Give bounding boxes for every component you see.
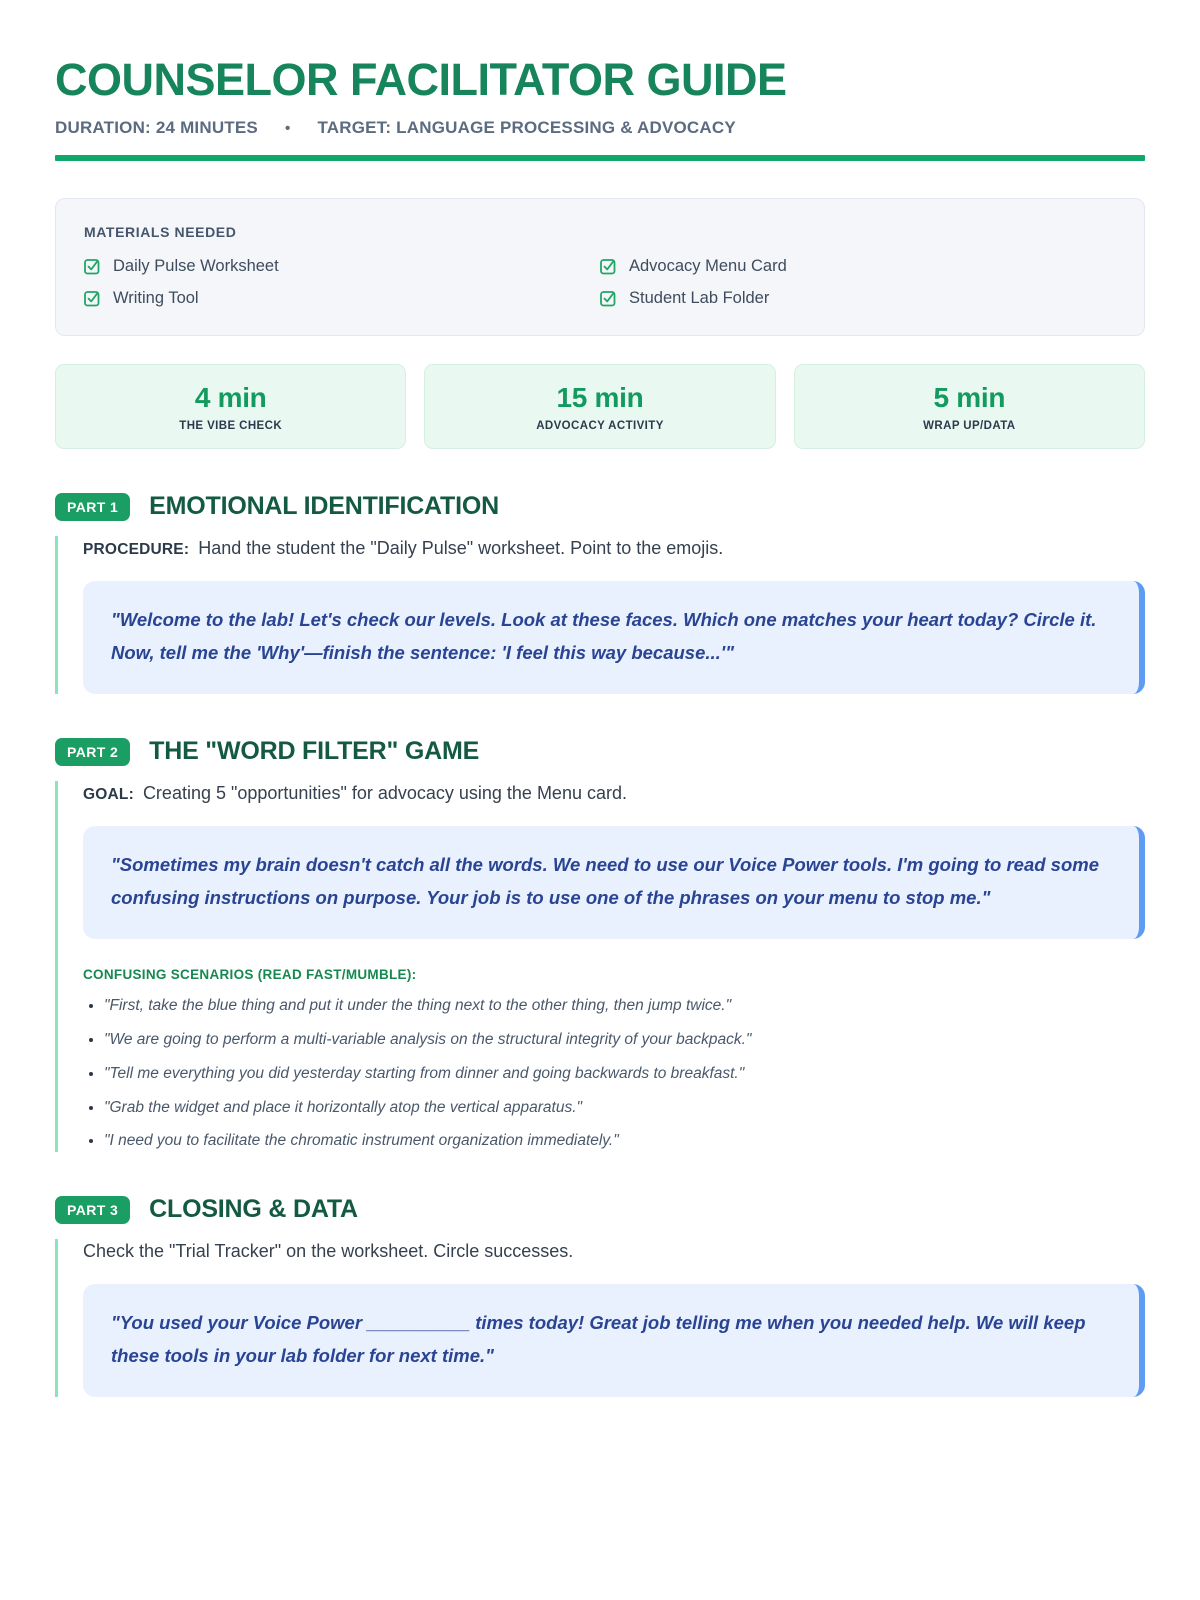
time-value: 15 min: [556, 382, 644, 414]
header-meta: [55, 118, 1145, 138]
scenario-item: • "I need you to facilitate the chromatic instrument organization immediately.": [104, 1131, 1145, 1152]
material-item-label: Writing Tool: [113, 289, 199, 308]
duration-text: DURATION: 24 MINUTES: [55, 118, 258, 138]
checked-checkbox-icon: [600, 290, 617, 307]
section-part-3: [55, 1195, 1145, 1396]
page-title: COUNSELOR FACILITATOR GUIDE: [55, 54, 787, 105]
section-header: [55, 492, 1145, 521]
target-text: TARGET: LANGUAGE PROCESSING & ADVOCACY: [317, 118, 736, 138]
separator-dot: •: [284, 119, 291, 137]
scenarios-heading: CONFUSING SCENARIOS (READ FAST/MUMBLE):: [83, 966, 417, 982]
timeline-row: [55, 364, 1145, 449]
checked-checkbox-icon: [600, 258, 617, 275]
procedure-line: [83, 536, 1145, 561]
section-header: [55, 737, 1145, 766]
material-item: [84, 257, 600, 276]
script-quote: "Sometimes my brain doesn't catch all the words. We need to use our Voice Power tools. I'm going to read some confusing instructions on purpose. Your job is to use one of the phrases on your menu to stop me.": [83, 826, 1145, 939]
materials-column-right: [600, 257, 1116, 308]
divider-rule: [55, 155, 1145, 161]
scenario-item: • "We are going to perform a multi-variable analysis on the structural integrity of your backpack.": [104, 1030, 1145, 1051]
materials-grid: [84, 257, 1116, 308]
goal-line: [83, 781, 1145, 806]
scenarios-list: [83, 996, 1145, 1153]
script-quote: "You used your Voice Power __________ times today! Great job telling me when you needed help. We will keep these tools in your lab folder for next time.": [83, 1284, 1145, 1397]
part-badge: PART 2: [55, 738, 130, 766]
procedure-text: Hand the student the "Daily Pulse" worksheet. Point to the emojis.: [198, 538, 724, 559]
procedure-label: PROCEDURE:: [83, 541, 190, 559]
materials-heading: MATERIALS NEEDED: [84, 224, 237, 241]
time-box-advocacy-activity: [424, 364, 775, 449]
scenario-item: • "Grab the widget and place it horizontally atop the vertical apparatus.": [104, 1098, 1145, 1119]
materials-panel: [55, 198, 1145, 336]
material-item-label: Advocacy Menu Card: [629, 257, 787, 276]
part-badge: PART 1: [55, 493, 130, 521]
closing-text: Check the "Trial Tracker" on the worksheet. Circle successes.: [83, 1241, 574, 1262]
scenario-item: • "Tell me everything you did yesterday starting from dinner and going backwards to breakfast.": [104, 1064, 1145, 1085]
time-box-wrap-up: [794, 364, 1145, 449]
part-badge: PART 3: [55, 1196, 130, 1224]
material-item: [600, 289, 1116, 308]
section-title: CLOSING & DATA: [149, 1195, 358, 1224]
time-value: 5 min: [933, 382, 1006, 414]
time-label: WRAP UP/DATA: [923, 420, 1016, 433]
scenario-item: • "First, take the blue thing and put it under the thing next to the other thing, then jump twice.": [104, 996, 1145, 1017]
goal-label: GOAL:: [83, 786, 134, 804]
section-part-2: [55, 737, 1145, 1152]
checked-checkbox-icon: [84, 258, 101, 275]
goal-text: Creating 5 "opportunities" for advocacy using the Menu card.: [142, 783, 627, 804]
material-item-label: Daily Pulse Worksheet: [113, 257, 279, 276]
materials-column-left: [84, 257, 600, 308]
time-label: THE VIBE CHECK: [179, 420, 283, 433]
time-value: 4 min: [194, 382, 267, 414]
material-item: [84, 289, 600, 308]
section-body: [55, 536, 1145, 694]
time-label: ADVOCACY ACTIVITY: [536, 420, 664, 433]
checked-checkbox-icon: [84, 290, 101, 307]
material-item-label: Student Lab Folder: [629, 289, 770, 308]
section-body: [55, 1239, 1145, 1396]
section-title: EMOTIONAL IDENTIFICATION: [149, 492, 499, 521]
section-part-1: [55, 492, 1145, 694]
section-header: [55, 1195, 1145, 1224]
section-title: THE "WORD FILTER" GAME: [149, 737, 480, 766]
time-box-vibe-check: [55, 364, 406, 449]
material-item: [600, 257, 1116, 276]
section-body: [55, 781, 1145, 1152]
script-quote: "Welcome to the lab! Let's check our levels. Look at these faces. Which one matches your heart today? Circle it. Now, tell me the 'Why'—finish the sentence: 'I feel this way because...'": [83, 581, 1145, 694]
